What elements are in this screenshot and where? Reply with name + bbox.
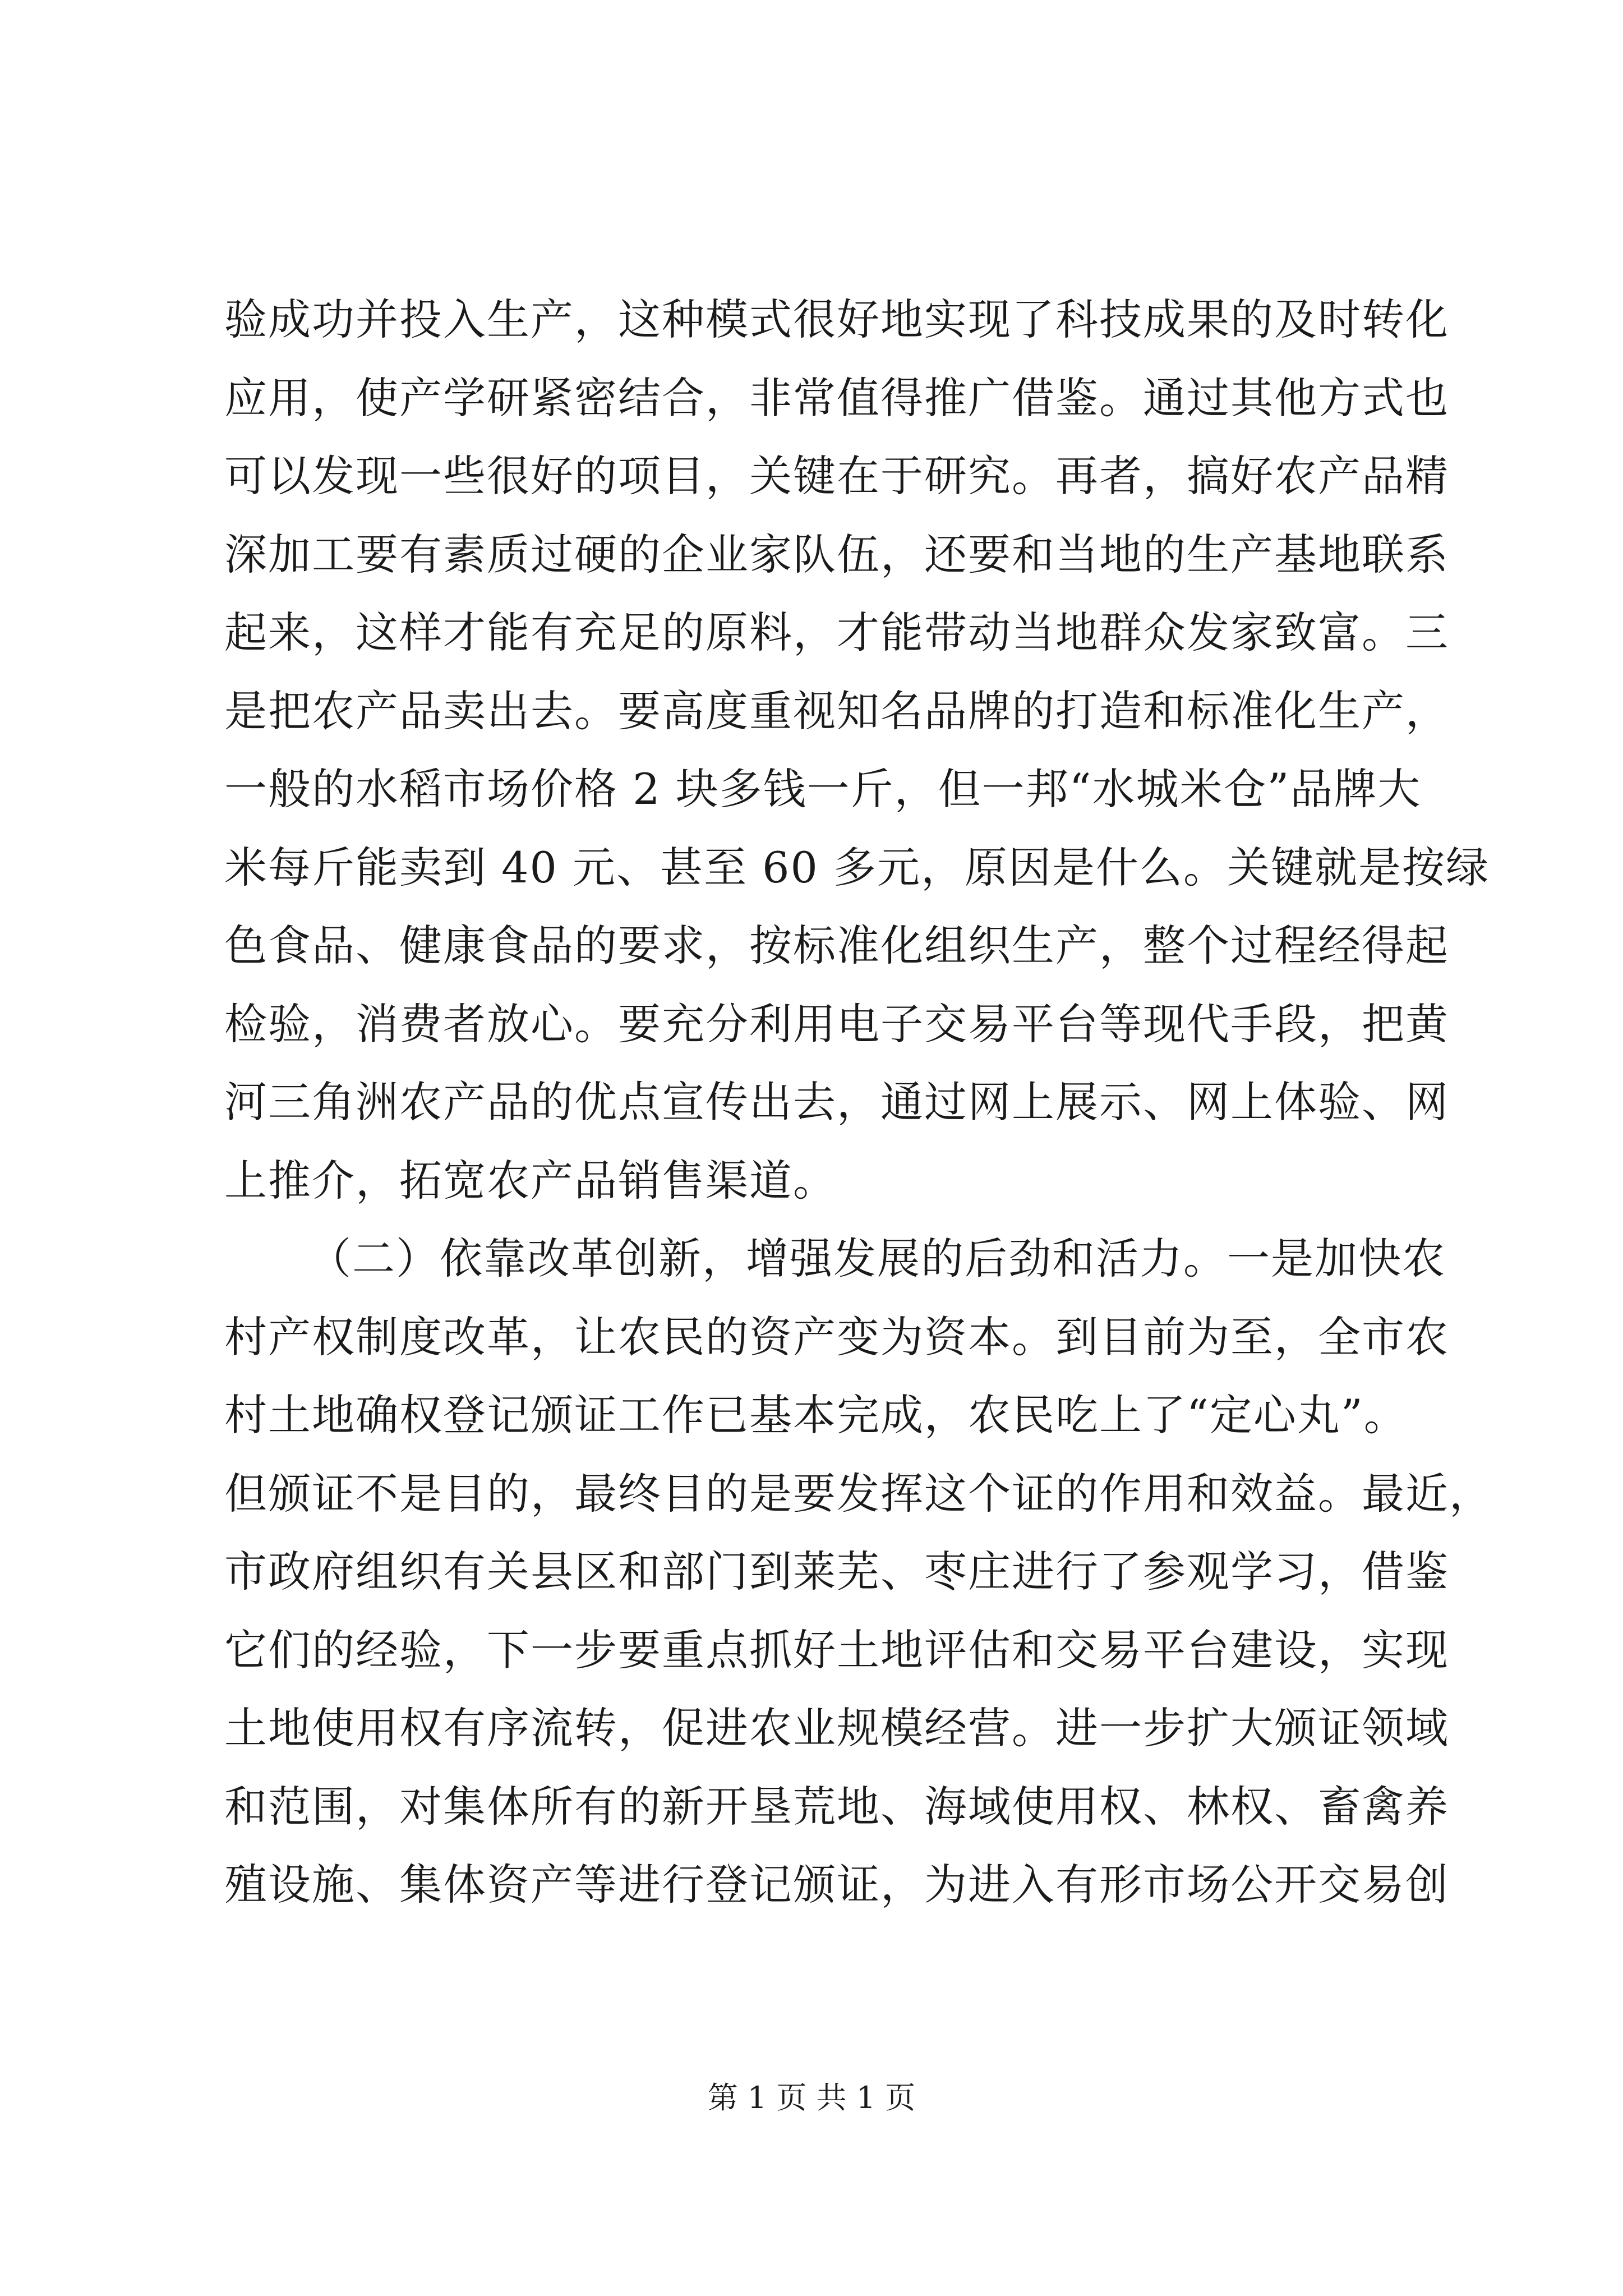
paragraph-start-line: （二）依靠改革创新，增强发展的后劲和活力。一是加快农 — [308, 1234, 1446, 1283]
text-line: 色食品、健康食品的要求，按标准化组织生产，整个过程经得起 — [224, 921, 1449, 970]
text-line: 一般的水稻市场价格 2 块多钱一斤，但一邦“水城米仓”品牌大 — [224, 764, 1422, 814]
page-footer — [0, 2076, 1623, 2120]
body-text — [224, 280, 1493, 1924]
text-line: 殖设施、集体资产等进行登记颁证，为进入有形市场公开交易创 — [224, 1860, 1449, 1910]
text-line: 土地使用权有序流转，促进农业规模经营。进一步扩大颁证领域 — [224, 1703, 1449, 1753]
text-line: 村土地确权登记颁证工作已基本完成，农民吃上了“定心丸”。 — [224, 1390, 1408, 1440]
text-line: 它们的经验，下一步要重点抓好土地评估和交易平台建设，实现 — [224, 1625, 1449, 1675]
text-line: 应用，使产学研紧密结合，非常值得推广借鉴。通过其他方式也 — [224, 372, 1449, 423]
text-line: 验成功并投入生产，这种模式很好地实现了科技成果的及时转化 — [224, 295, 1449, 344]
text-line: 市政府组织有关县区和部门到莱芜、枣庄进行了参观学习，借鉴 — [224, 1547, 1449, 1596]
text-line: 上推介，拓宽农产品销售渠道。 — [224, 1155, 837, 1205]
text-line: 河三角洲农产品的优点宣传出去，通过网上展示、网上体验、网 — [224, 1077, 1449, 1127]
text-line: 但颁证不是目的，最终目的是要发挥这个证的作用和效益。最近， — [224, 1468, 1493, 1519]
text-line: 和范围，对集体所有的新开垦荒地、海域使用权、林权、畜禽养 — [224, 1781, 1449, 1832]
text-line: 深加工要有素质过硬的企业家队伍，还要和当地的生产基地联系 — [224, 529, 1449, 579]
text-line: 米每斤能卖到 40 元、甚至 60 多元，原因是什么。关键就是按绿 — [224, 842, 1490, 892]
text-line: 起来，这样才能有充足的原料，才能带动当地群众发家致富。三 — [224, 608, 1449, 657]
text-line: 检验，消费者放心。要充分利用电子交易平台等现代手段，把黄 — [224, 999, 1449, 1049]
text-line: 可以发现一些很好的项目，关键在于研究。再者，搞好农产品精 — [224, 451, 1449, 501]
text-line: 是把农产品卖出去。要高度重视知名品牌的打造和标准化生产， — [224, 685, 1449, 736]
page-number-label: 第 1 页 共 1 页 — [707, 2080, 916, 2115]
text-line: 村产权制度改革，让农民的资产变为资本。到目前为至，全市农 — [224, 1312, 1449, 1362]
